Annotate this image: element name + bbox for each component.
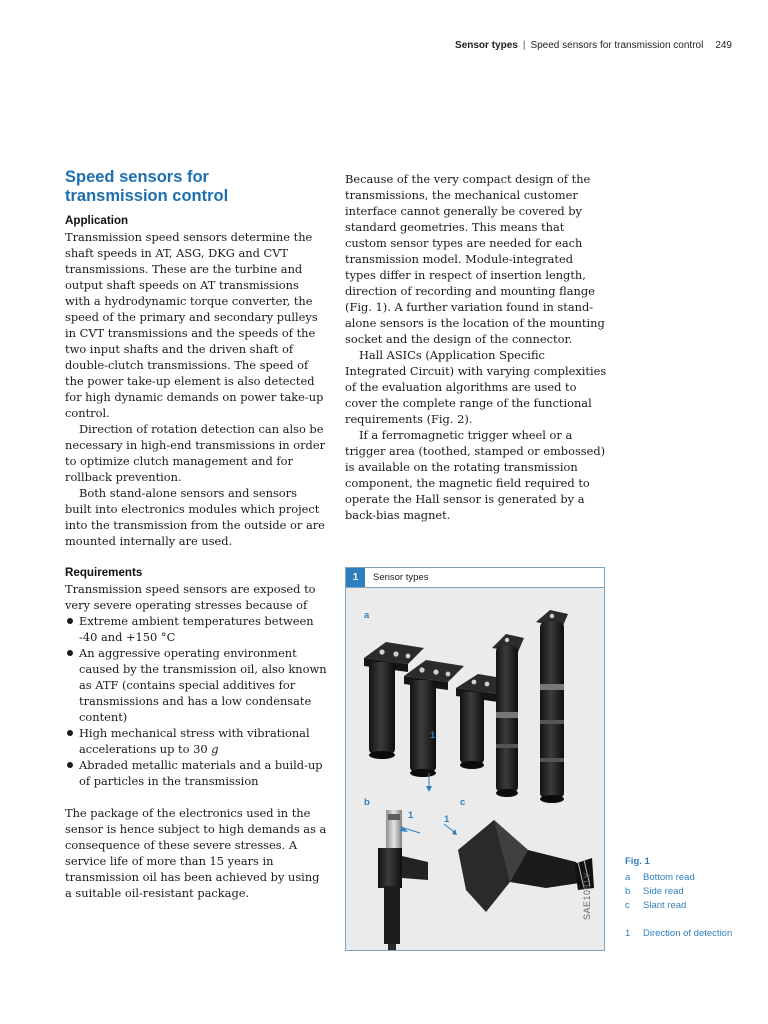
requirements-heading: Requirements <box>65 566 143 579</box>
sensor-illustration <box>346 588 604 950</box>
sensor-a2 <box>404 660 464 792</box>
figure-caption <box>625 855 745 941</box>
caption-note-text: Direction of detection <box>643 928 733 939</box>
caption-key: c <box>625 900 630 911</box>
caption-item <box>625 885 745 899</box>
requirement-item <box>65 725 327 757</box>
requirement-item-text: High mechanical stress with vibrational accelerations up to 30 <box>79 726 310 756</box>
article-title-line2: transmission control <box>65 187 229 205</box>
article-title <box>65 168 327 206</box>
figure-header <box>346 568 604 588</box>
application-paragraph-3: Both stand-alone sensors and sensors built into electronics modules which project into the transmission from the outside or are mounted internally are used. <box>65 486 325 548</box>
caption-item <box>625 899 745 913</box>
figure-marker-b: 1 <box>408 810 414 821</box>
requirements-closing: The package of the electronics used in the sensor is hence subject to high demands as a consequence of these severe stresses. A service life of more than 15 years in transmission oil has been achieved by using a suitable oil-resistant package. <box>65 806 327 900</box>
requirement-item: An aggressive operating environment caused by the transmission oil, also known as ATF (contains special additives for transmissions and has a low condensate content) <box>65 645 327 725</box>
requirement-item: Extreme ambient temperatures between -40 and +150 °C <box>65 613 327 645</box>
sensor-a4 <box>492 634 524 797</box>
application-paragraph-2: Direction of rotation detection can also be necessary in high-end transmissions in order to optimize clutch management and for rollback prevention. <box>65 422 326 484</box>
running-head-chapter: Speed sensors for transmission control <box>530 40 704 51</box>
right-column <box>345 171 607 523</box>
caption-title: Fig. 1 <box>625 856 650 867</box>
right-paragraph-3: If a ferromagnetic trigger wheel or a trigger area (toothed, stamped or embossed) is available on the rotating transmission component, the magnetic field required to operate the Hall sensor is generated by a back-bias magnet. <box>345 428 606 522</box>
requirements-intro: Transmission speed sensors are exposed to very severe operating stresses because of <box>65 582 316 612</box>
right-paragraph-1: Because of the very compact design of the transmissions, the mechanical customer interface cannot generally be covered by standard geometries. This means that custom sensor types are needed for each transmission model. Module-integrated types differ in respect of insertion length, direction of recording and mounting flange (Fig. 1). A further variation found in stand-alone sensors is the location of the mounting socket and the design of the connector. <box>345 172 605 346</box>
figure-number: 1 <box>346 568 365 587</box>
caption-text: Side read <box>643 886 684 897</box>
article-title-line1: Speed sensors for <box>65 168 209 186</box>
caption-note-key: 1 <box>625 928 631 939</box>
caption-note <box>625 927 745 941</box>
application-paragraph-1: Transmission speed sensors determine the shaft speeds in AT, ASG, DKG and CVT transmissions. These are the turbine and output shaft speeds on AT transmissions with a hydrodynamic torque converter, the speed of the primary and secondary pulleys in CVT transmissions and the speeds of the two input shafts and the driven shaft of double-clutch transmissions. The speed of the power take-up element is also detected for high dynamic demands on power take-up control. <box>65 230 324 420</box>
figure-title: Sensor types <box>373 572 429 583</box>
acceleration-unit: g <box>211 742 219 756</box>
caption-text: Bottom read <box>643 872 695 883</box>
left-column <box>65 168 327 901</box>
figure-marker-c: 1 <box>444 814 450 825</box>
caption-key: b <box>625 886 631 897</box>
caption-item <box>625 871 745 885</box>
requirement-item: Abraded metallic materials and a build-up of particles in the transmission <box>65 757 327 789</box>
running-head <box>455 40 732 51</box>
sensor-b <box>378 810 428 950</box>
sensor-a5 <box>536 610 568 803</box>
right-paragraph-2: Hall ASICs (Application Specific Integrated Circuit) with varying complexities of the evaluation algorithms are used to cover the complete range of the functional requirements (Fig. 2). <box>345 348 607 426</box>
figure-code: SAE1081Y <box>582 871 592 920</box>
running-head-separator: | <box>522 40 526 51</box>
application-heading: Application <box>65 214 129 227</box>
page-number: 249 <box>715 40 732 51</box>
caption-key: a <box>625 872 631 883</box>
sensor-c <box>444 820 594 912</box>
figure-marker-a: 1 <box>430 730 436 741</box>
requirements-list <box>65 613 327 789</box>
figure-label-a: a <box>364 610 370 621</box>
figure-label-c: c <box>460 797 466 808</box>
figure-label-b: b <box>364 797 370 808</box>
caption-text: Slant read <box>643 900 687 911</box>
figure-sensor-types <box>345 567 605 951</box>
running-head-section: Sensor types <box>455 40 518 51</box>
